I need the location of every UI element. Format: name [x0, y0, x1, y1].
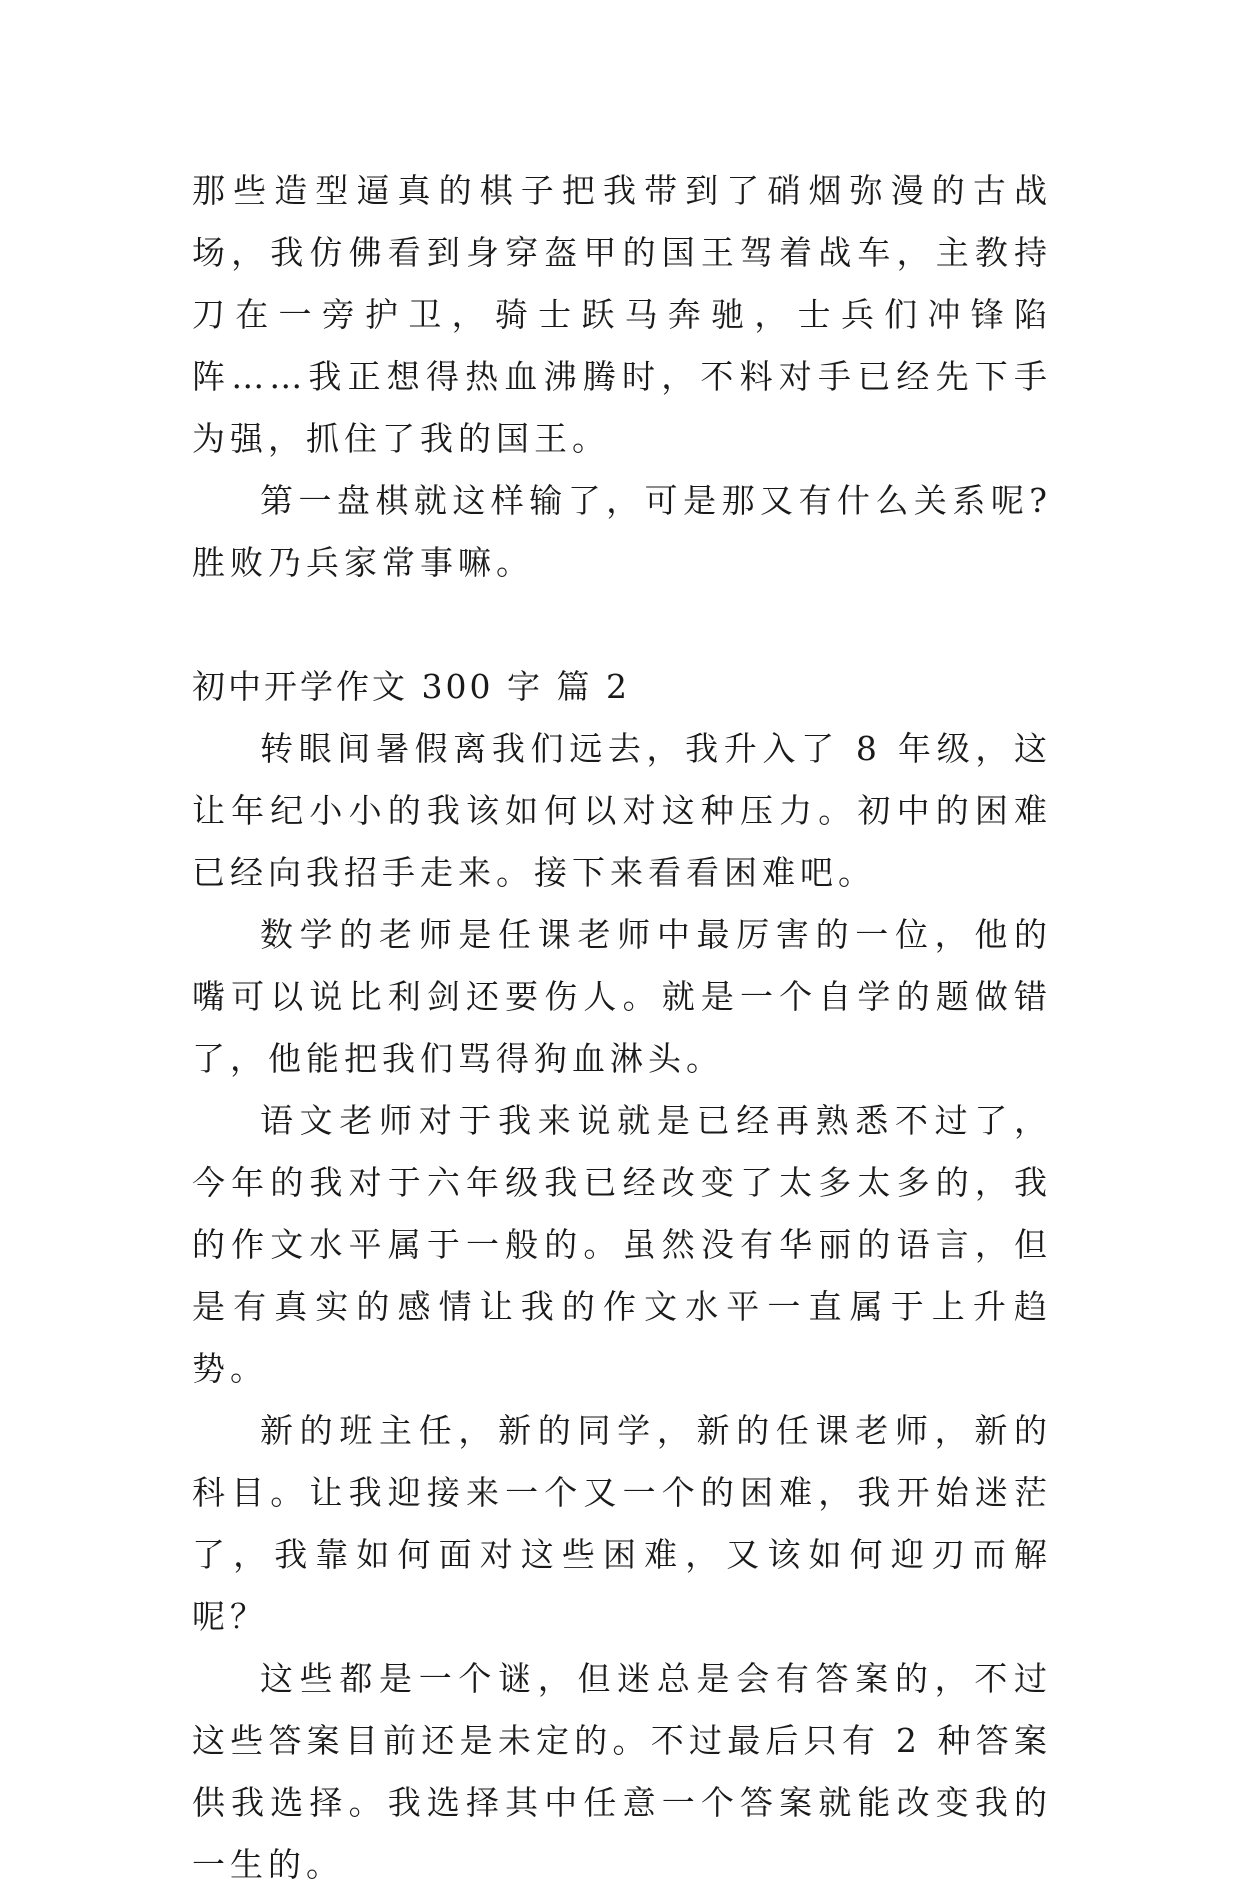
paragraph: 转眼间暑假离我们远去，我升入了 8 年级，这让年纪小小的我该如何以对这种压力。初中的困难已经向我招手走来。接下来看看困难吧。 — [192, 729, 1052, 892]
paragraph: 语文老师对于我来说就是已经再熟悉不过了，今年的我对于六年级我已经改变了太多太多的，我的作文水平属于一般的。虽然没有华丽的语言，但是有真实的感情让我的作文水平一直属于上升趋势。 — [192, 1101, 1052, 1388]
section-title: 初中开学作文 300 字 篇 2 — [192, 667, 630, 706]
paragraph: 这些都是一个谜，但迷总是会有答案的，不过这些答案目前还是未定的。不过最后只有 2 种答案供我选择。我选择其中任意一个答案就能改变我的一生的。 — [192, 1659, 1052, 1884]
section-spacer — [192, 594, 1052, 656]
document-body — [192, 160, 1052, 1896]
paragraph: 新的班主任，新的同学，新的任课老师，新的科目。让我迎接来一个又一个的困难，我开始迷茫了，我靠如何面对这些困难，又该如何迎刃而解呢？ — [192, 1411, 1052, 1636]
paragraph: 第一盘棋就这样输了，可是那又有什么关系呢?胜败乃兵家常事嘛。 — [192, 481, 1052, 582]
paragraph: 那些造型逼真的棋子把我带到了硝烟弥漫的古战场，我仿佛看到身穿盔甲的国王驾着战车，主教持刀在一旁护卫，骑士跃马奔驰，士兵们冲锋陷阵……我正想得热血沸腾时，不料对手已经先下手为强，抓住了我的国王。 — [192, 171, 1052, 458]
paragraph: 数学的老师是任课老师中最厉害的一位，他的嘴可以说比利剑还要伤人。就是一个自学的题做错了，他能把我们骂得狗血淋头。 — [192, 915, 1052, 1078]
